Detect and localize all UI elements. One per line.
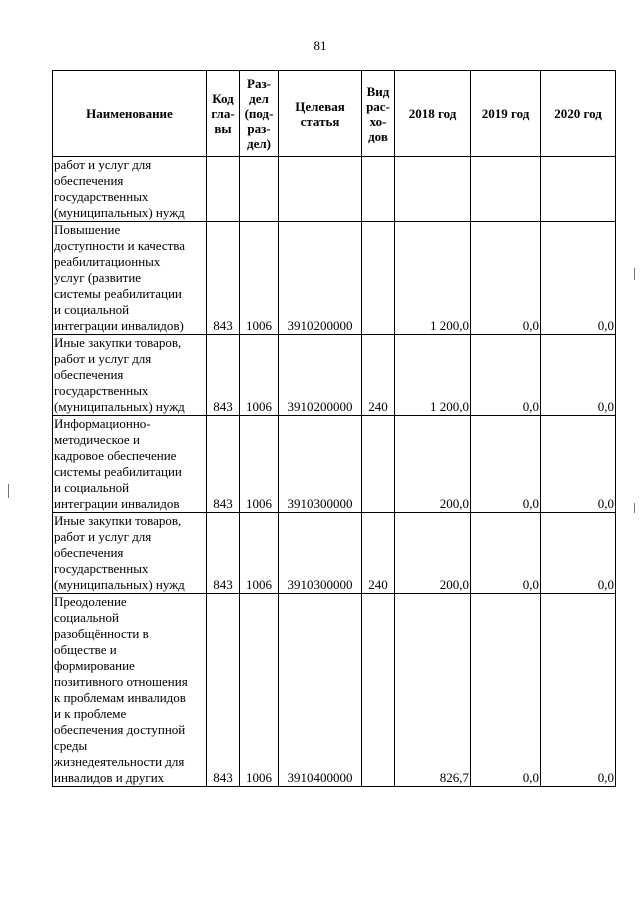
row-target-article: 3910400000	[279, 594, 362, 787]
row-value-2020: 0,0	[541, 335, 616, 416]
row-target-article: 3910200000	[279, 335, 362, 416]
row-value-2019: 0,0	[471, 335, 541, 416]
row-name: Иные закупки товаров, работ и услуг для обеспечения государственных (муниципальных) нужд	[53, 335, 207, 416]
row-section: 1006	[240, 594, 279, 787]
row-section: 1006	[240, 335, 279, 416]
row-value-2019: 0,0	[471, 222, 541, 335]
row-name: работ и услуг для обеспечения государственных (муниципальных) нужд	[53, 157, 207, 222]
table-row	[53, 513, 616, 594]
row-value-2019	[471, 157, 541, 222]
header-target-article: Целевая статья	[279, 71, 362, 157]
row-value-2020: 0,0	[541, 594, 616, 787]
row-value-2019: 0,0	[471, 416, 541, 513]
row-value-2018	[395, 157, 471, 222]
row-value-2019: 0,0	[471, 513, 541, 594]
row-value-2020	[541, 157, 616, 222]
header-expense-kind: Вид рас- хо- дов	[362, 71, 395, 157]
row-section: 1006	[240, 222, 279, 335]
row-name: Иные закупки товаров, работ и услуг для обеспечения государственных (муниципальных) нужд	[53, 513, 207, 594]
row-value-2020: 0,0	[541, 416, 616, 513]
row-value-2018: 200,0	[395, 513, 471, 594]
header-2020: 2020 год	[541, 71, 616, 157]
page-number: 81	[313, 38, 327, 53]
header-chapter-code: Код гла- вы	[207, 71, 240, 157]
row-name: Повышение доступности и качества реабилитационных услуг (развитие системы реабилитации и социальной интеграции инвалидов)	[53, 222, 207, 335]
row-value-2018: 1 200,0	[395, 335, 471, 416]
row-expense-kind	[362, 594, 395, 787]
row-target-article	[279, 157, 362, 222]
row-value-2019: 0,0	[471, 594, 541, 787]
row-section: 1006	[240, 416, 279, 513]
row-expense-kind	[362, 222, 395, 335]
row-chapter-code	[207, 157, 240, 222]
row-expense-kind: 240	[362, 513, 395, 594]
row-expense-kind	[362, 416, 395, 513]
row-chapter-code: 843	[207, 594, 240, 787]
table-header-row	[53, 71, 616, 157]
header-2019: 2019 год	[471, 71, 541, 157]
row-chapter-code: 843	[207, 335, 240, 416]
table-row	[53, 157, 616, 222]
header-name: Наименование	[53, 71, 207, 157]
table-row	[53, 416, 616, 513]
table-row	[53, 222, 616, 335]
row-name: Информационно- методическое и кадровое обеспечение системы реабилитации и социальной интеграции инвалидов	[53, 416, 207, 513]
row-section: 1006	[240, 513, 279, 594]
row-chapter-code: 843	[207, 416, 240, 513]
row-value-2020: 0,0	[541, 513, 616, 594]
row-target-article: 3910300000	[279, 416, 362, 513]
row-value-2018: 1 200,0	[395, 222, 471, 335]
row-target-article: 3910200000	[279, 222, 362, 335]
budget-table	[52, 70, 616, 787]
scan-margin-mark	[634, 503, 635, 513]
row-chapter-code: 843	[207, 513, 240, 594]
table-row	[53, 594, 616, 787]
row-chapter-code: 843	[207, 222, 240, 335]
header-2018: 2018 год	[395, 71, 471, 157]
header-section: Раз- дел (под- раз- дел)	[240, 71, 279, 157]
scan-margin-mark	[634, 268, 635, 280]
table-row	[53, 335, 616, 416]
row-section	[240, 157, 279, 222]
row-target-article: 3910300000	[279, 513, 362, 594]
row-value-2020: 0,0	[541, 222, 616, 335]
row-value-2018: 826,7	[395, 594, 471, 787]
scan-margin-mark	[8, 484, 9, 498]
row-expense-kind	[362, 157, 395, 222]
row-name: Преодоление социальной разобщённости в обществе и формирование позитивного отношения к проблемам инвалидов и к проблеме обеспечения доступной среды жизнедеятельности для инвалидов и других	[53, 594, 207, 787]
row-expense-kind: 240	[362, 335, 395, 416]
row-value-2018: 200,0	[395, 416, 471, 513]
